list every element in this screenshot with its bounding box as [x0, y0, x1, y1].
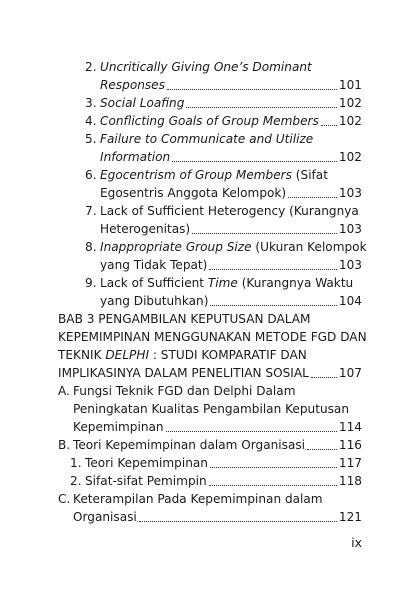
toc-entry: [58, 364, 362, 383]
toc-entry-title-part: Heterogenitas): [100, 222, 191, 236]
toc-entry-title: [58, 310, 310, 329]
toc-entry-page: 102: [338, 96, 362, 110]
toc-entry-title: [100, 94, 184, 113]
toc-entry: [85, 202, 362, 221]
toc-entry-title: [100, 202, 359, 221]
toc-entry-title-part: Conflicting Goals of Group Members: [100, 114, 319, 128]
toc-entry-title-part: DELPHI: [105, 348, 150, 362]
toc-entry: [100, 148, 362, 167]
toc-entry-page: 103: [338, 222, 362, 236]
toc-entry: [85, 130, 362, 149]
toc-entry: [73, 508, 362, 527]
toc-entry-title: [73, 418, 164, 437]
toc-entry-title-part: (Kurangnya Waktu: [237, 276, 354, 290]
toc-entry-title-part: Social Loafing: [100, 96, 185, 110]
dot-leader: [210, 466, 337, 468]
toc-entry: [58, 310, 362, 329]
toc-entry-page: 102: [338, 150, 362, 164]
toc-entry-title: [100, 256, 207, 275]
toc-entry: [70, 454, 362, 473]
toc-entry-title: [100, 76, 165, 95]
toc-entry-number: A.: [58, 384, 70, 398]
toc-entry-title-part: Lack of Sufficient: [100, 276, 208, 290]
toc-entry-title: [100, 292, 208, 311]
toc-entry-number: 6.: [85, 168, 97, 182]
toc-entry: [100, 256, 362, 275]
toc-entry-number: 7.: [85, 204, 97, 218]
toc-entry-title: [100, 166, 328, 185]
toc-entry-title: [85, 454, 208, 473]
toc-entry-page: 107: [338, 366, 362, 380]
toc-entry-title-part: Lack of Sufficient Heterogency (Kurangnya: [100, 204, 359, 218]
toc-entry-title: [58, 346, 307, 365]
toc-entry: [85, 58, 362, 77]
toc-entry-title-part: Fungsi Teknik FGD dan Delphi Dalam: [73, 384, 296, 398]
dot-leader: [139, 520, 337, 522]
toc-entry-title-part: Sifat-sifat Pemimpin: [85, 474, 207, 488]
toc-entry-number: 5.: [85, 132, 97, 146]
page-number: ix: [351, 535, 362, 550]
toc-entry-title: [100, 58, 312, 77]
toc-entry-title-part: TEKNIK: [58, 348, 106, 362]
toc-entry-title-part: Egocentrism of Group Members: [100, 168, 292, 182]
toc-entry-number: 1.: [70, 456, 82, 470]
dot-leader: [167, 88, 337, 90]
toc-entry-number: 3.: [85, 96, 97, 110]
toc-entry-title-part: (Ukuran Kelompok: [251, 240, 367, 254]
dot-leader: [172, 160, 337, 162]
toc-entry-title-part: yang Tidak Tepat): [100, 258, 208, 272]
toc-entry-title-part: (Sifat: [291, 168, 328, 182]
toc-entry-page: 117: [338, 456, 362, 470]
dot-leader: [307, 448, 337, 450]
toc-entry: [85, 166, 362, 185]
toc-entry-title-part: Inappropriate Group Size: [100, 240, 252, 254]
toc-entry-title-part: Teori Kepemimpinan: [85, 456, 208, 470]
toc-entry: [73, 400, 362, 419]
toc-entry-title-part: Keterampilan Pada Kepemimpinan dalam: [73, 492, 323, 506]
toc-entry-title: [73, 400, 349, 419]
toc-entry-title: [100, 238, 367, 257]
toc-entry-title: [73, 508, 137, 527]
toc-entry-title-part: Egosentris Anggota Kelompok): [100, 186, 287, 200]
toc-entry-number: 8.: [85, 240, 97, 254]
toc-entry: [100, 220, 362, 239]
toc-entry: [85, 94, 362, 113]
toc-entry-page: 101: [338, 78, 362, 92]
toc-entry-title-part: Failure to Communicate and Utilize: [100, 132, 314, 146]
dot-leader: [209, 268, 337, 270]
toc-entry-title: [100, 220, 190, 239]
toc-entry-page: 103: [338, 258, 362, 272]
toc-entry-title-part: BAB 3 PENGAMBILAN KEPUTUSAN DALAM: [58, 312, 311, 326]
dot-leader: [166, 430, 337, 432]
toc-entry: [58, 382, 362, 401]
toc-entry-page: 114: [338, 420, 362, 434]
toc-entry-title-part: IMPLIKASINYA DALAM PENELITIAN SOSIAL: [58, 366, 309, 380]
toc-entry-title: [58, 328, 367, 347]
toc-entry-title: [73, 436, 305, 455]
toc-entry: [73, 418, 362, 437]
toc-entry: [58, 346, 362, 365]
toc-entry-title: [100, 274, 353, 293]
toc-entry-title: [100, 148, 170, 167]
toc-entry-title: [100, 130, 313, 149]
toc-entry-title: [73, 490, 323, 509]
dot-leader: [311, 376, 337, 378]
toc-entry-number: C.: [58, 492, 71, 506]
toc-entry-title: [85, 472, 207, 491]
toc-entry: [100, 184, 362, 203]
toc-entry-title-part: : STUDI KOMPARATIF DAN: [149, 348, 307, 362]
toc-entry: [58, 436, 362, 455]
toc-entry-page: 104: [338, 294, 362, 308]
toc-entry-title-part: Time: [207, 276, 238, 290]
dot-leader: [321, 124, 337, 126]
toc-entry-title-part: Information: [100, 150, 171, 164]
toc-entry-title-part: Peningkatan Kualitas Pengambilan Keputusan: [73, 402, 349, 416]
toc-entry-number: 2.: [85, 60, 97, 74]
toc-entry-title: [58, 364, 309, 383]
toc-entry-number: 4.: [85, 114, 97, 128]
dot-leader: [209, 484, 337, 486]
toc-entry: [85, 238, 367, 257]
toc-entry-title-part: Responses: [100, 78, 165, 92]
toc-entry: [100, 292, 362, 311]
toc-entry: [85, 274, 362, 293]
toc-entry-number: B.: [58, 438, 71, 452]
toc-entry-page: 121: [338, 510, 362, 524]
toc-entry: [58, 490, 362, 509]
toc-entry: [58, 328, 367, 347]
toc-entry-title: [73, 382, 295, 401]
toc-entry-page: 103: [338, 186, 362, 200]
toc-entry: [85, 112, 362, 131]
dot-leader: [186, 106, 337, 108]
toc-entry-title-part: KEPEMIMPINAN MENGGUNAKAN METODE FGD DAN: [58, 330, 367, 344]
toc-entry-title-part: Organisasi: [73, 510, 137, 524]
toc-entry-title-part: Teori Kepemimpinan dalam Organisasi: [73, 438, 306, 452]
toc-entry: [100, 76, 362, 95]
toc-entry-title-part: Uncritically Giving One’s Dominant: [100, 60, 312, 74]
toc-entry-page: 116: [338, 438, 362, 452]
dot-leader: [288, 196, 337, 198]
toc-entry-number: 9.: [85, 276, 97, 290]
toc-entry-number: 2.: [70, 474, 82, 488]
toc-entry-title: [100, 184, 286, 203]
toc-entry-title-part: Kepemimpinan: [73, 420, 164, 434]
toc-entry-title: [100, 112, 319, 131]
toc-entry-title-part: yang Dibutuhkan): [100, 294, 209, 308]
toc-entry-page: 102: [338, 114, 362, 128]
dot-leader: [210, 304, 336, 306]
toc-entry: [70, 472, 362, 491]
dot-leader: [192, 232, 337, 234]
toc-entry-page: 118: [338, 474, 362, 488]
